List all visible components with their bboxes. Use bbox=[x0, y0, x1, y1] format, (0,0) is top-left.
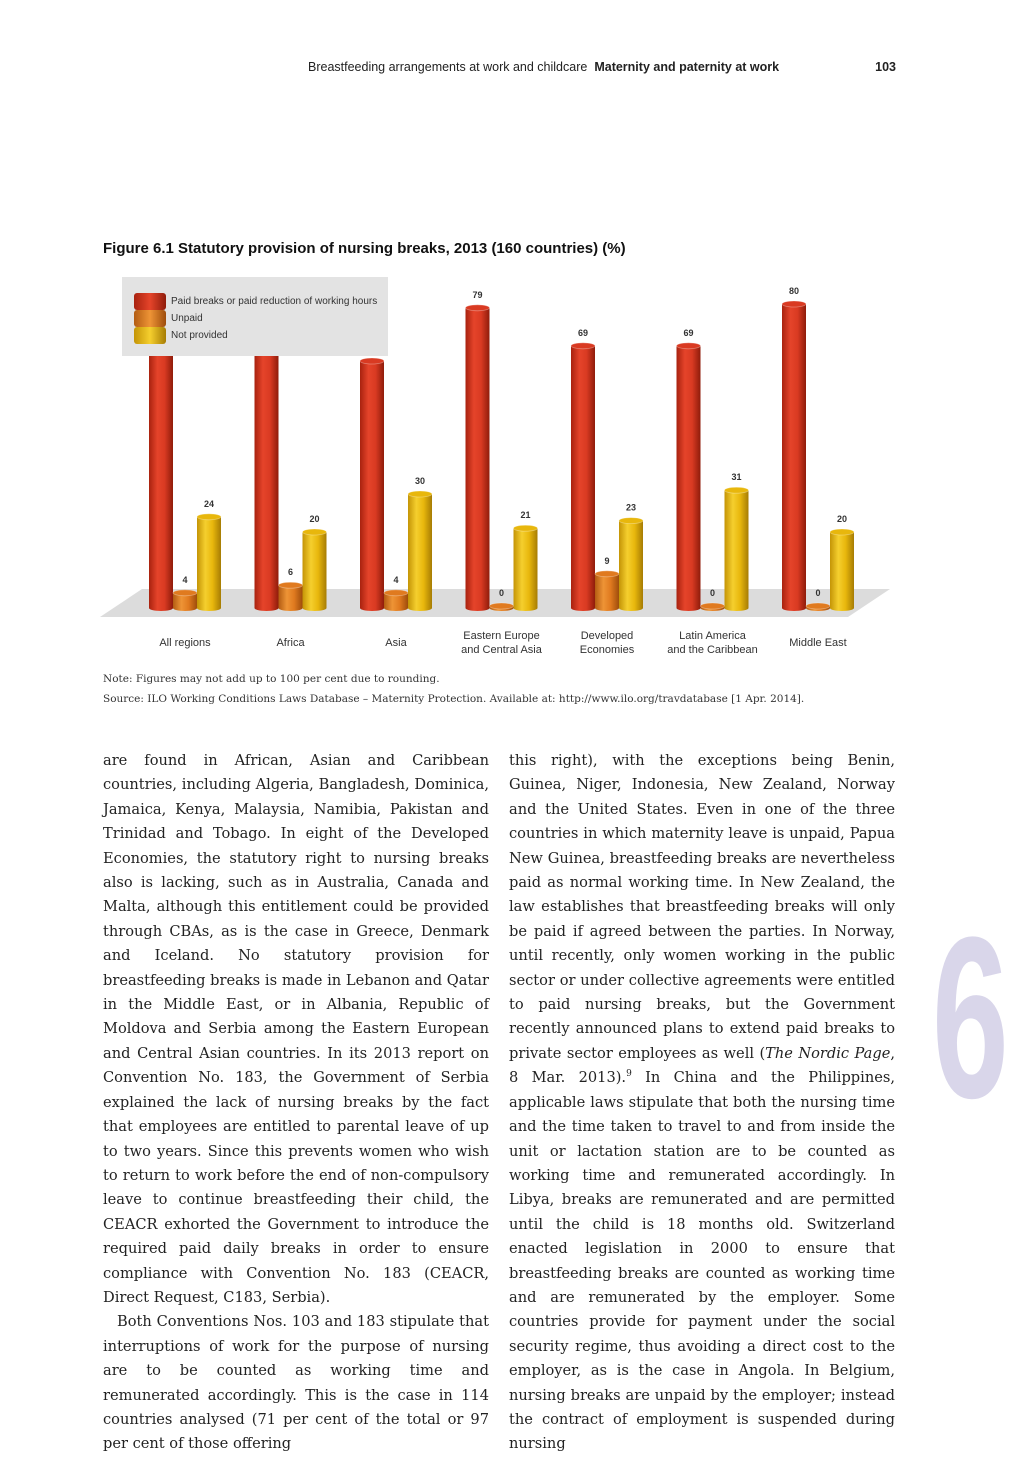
bar bbox=[279, 585, 303, 608]
body-column-left bbox=[103, 749, 489, 1457]
bar-cap bbox=[279, 582, 303, 588]
bar-cap bbox=[466, 305, 490, 311]
bar-base bbox=[466, 605, 490, 611]
category-label bbox=[789, 637, 846, 649]
category-label-line: Africa bbox=[276, 637, 305, 649]
bar-value-label: 80 bbox=[788, 286, 800, 296]
text-run: In China and the Philippines, applicable laws stipulate that both the nursing time and the time taken to travel to and from inside the unit or lactation station are to be counted as working time and remunerated accordingly. In Libya, breaks are remunerated and are permitted until the child is 18 months old. Switzerland enacted legislation in 2000 to ensure that breastfeeding breaks are counted as working time and are remunerated by the employer. Some countries provide for payment under the social security regime, thus avoiding a direct cost to the employer, as is the case in Angola. In Belgium, nursing breaks are unpaid by the employer; instead the contract of employment is suspended during nursing bbox=[509, 1069, 895, 1453]
bar-cap bbox=[303, 529, 327, 535]
bar-value-label: 9 bbox=[604, 555, 610, 566]
bar bbox=[149, 338, 173, 608]
bar-base bbox=[830, 605, 854, 611]
bar bbox=[197, 517, 221, 608]
page-number: 103 bbox=[875, 60, 896, 74]
category-label bbox=[580, 630, 635, 656]
category-label bbox=[276, 637, 305, 649]
legend-item-paid bbox=[134, 293, 377, 310]
bar bbox=[619, 521, 643, 608]
category-label-line: Latin America bbox=[679, 630, 746, 642]
bar bbox=[408, 494, 432, 608]
bar-value-label: 4 bbox=[393, 574, 399, 585]
bar-base bbox=[514, 605, 538, 611]
category-labels-group bbox=[159, 630, 846, 656]
bar bbox=[725, 490, 749, 608]
category-label-line: Developed bbox=[580, 630, 634, 642]
category-label-line: All regions bbox=[159, 637, 211, 649]
bar-base bbox=[619, 605, 643, 611]
figure-title-text: Statutory provision of nursing breaks, 2013 (160 countries) (%) bbox=[178, 240, 626, 257]
bar bbox=[571, 346, 595, 608]
bar bbox=[360, 361, 384, 608]
figure-note: Note: Figures may not add up to 100 per cent due to rounding. bbox=[103, 673, 440, 685]
footnote-ref: 9 bbox=[626, 1069, 632, 1080]
category-label-line: Economies bbox=[579, 644, 635, 656]
bar-base bbox=[197, 605, 221, 611]
bar-cap bbox=[701, 603, 725, 609]
legend-label-paid: Paid breaks or paid reduction of working hours bbox=[171, 296, 378, 307]
category-label bbox=[461, 630, 543, 656]
bar-value-label: 20 bbox=[836, 514, 848, 524]
legend-label-not-provided: Not provided bbox=[171, 330, 228, 341]
publication-title: The Nordic Page bbox=[765, 1044, 891, 1062]
paragraph: are found in African, Asian and Caribbean countries, including Algeria, Bangladesh, Dominica, Jamaica, Kenya, Malaysia, Namibia, Pakistan and Trinidad and Tobago. In eight of the Developed Economies, the statutory right to nursing breaks also is lacking, such as in Australia, Canada and Malta, although this entitlement could be provided through CBAs, as is the case in Greece, Denmark and Iceland. No statutory provision for breastfeeding breaks is made in Lebanon and Qatar in the Middle East, or in Albania, Republic of Moldova and Serbia among the Eastern European and Central Asian countries. In its 2013 report on Convention No. 183, the Government of Serbia explained the lack of nursing breaks by the fact that employees are entitled to parental leave of up to two years. Since this prevents women who wish to return to work before the end of non-compulsory leave to continue breastfeeding their child, the CEACR exhorted the Government to introduce the required paid daily breaks in order to ensure compliance with Convention No. 183 (CEACR, Direct Request, C183, Serbia). bbox=[103, 752, 489, 1306]
bar-value-label: 30 bbox=[414, 476, 426, 486]
bar-base bbox=[782, 605, 806, 611]
bar-cap bbox=[197, 514, 221, 520]
paragraph: Both Conventions Nos. 103 and 183 stipulate that interruptions of work for the purpose of nursing are to be counted as working time and remunerated accordingly. This is the case in 114 countries analysed (71 per cent of the total or 97 per cent of those offering bbox=[103, 1313, 489, 1453]
body-column-right bbox=[509, 749, 895, 1457]
bar-cap bbox=[595, 571, 619, 577]
chapter-number-tab: 6 bbox=[932, 889, 1009, 1146]
bar bbox=[466, 308, 490, 608]
text-run: this right), with the exceptions being Benin, Guinea, Niger, Indonesia, New Zealand, Norway and the United States. Even in one of the three countries in which maternity leave is unpaid, Papua New Guinea, breastfeeding breaks are nevertheless paid as normal working time. In New Zealand, the law establishes that breastfeeding breaks will only be paid if agreed between the parties. In Norway, until recently, only women working in the public sector or under collective agreements were entitled to paid nursing breaks, but the Government recently announced plans to extend paid breaks to private sector employees as well ( bbox=[509, 752, 895, 1062]
bar-cap bbox=[725, 487, 749, 493]
bar-cap bbox=[408, 491, 432, 497]
bar-value-label: 0 bbox=[709, 588, 716, 598]
bar-cap bbox=[677, 343, 701, 349]
bar-value-label: 69 bbox=[577, 327, 589, 338]
chart-legend bbox=[122, 277, 388, 356]
bar bbox=[677, 346, 701, 608]
bar-cap bbox=[384, 590, 408, 596]
legend-item-not-provided bbox=[134, 327, 228, 344]
bar-cap bbox=[830, 529, 854, 535]
bar bbox=[255, 331, 279, 608]
bar-base bbox=[677, 605, 701, 611]
figure-source: Source: ILO Working Conditions Laws Database – Maternity Protection. Available at: http://www.ilo.org/travdatabase [1 Apr. 2014]. bbox=[103, 693, 805, 705]
bar-base bbox=[571, 605, 595, 611]
category-label-line: and Central Asia bbox=[461, 644, 542, 656]
bar-cap bbox=[173, 590, 197, 596]
figure-label: Figure 6.1 bbox=[103, 240, 174, 257]
category-label bbox=[667, 630, 758, 656]
category-label-line: Eastern Europe bbox=[463, 630, 540, 642]
bar bbox=[303, 532, 327, 608]
bar-base bbox=[408, 605, 432, 611]
bar-cap bbox=[571, 343, 595, 349]
running-header bbox=[308, 60, 896, 74]
category-label bbox=[159, 637, 211, 649]
section-title: Maternity and paternity at work bbox=[594, 60, 780, 74]
bar-base bbox=[384, 605, 408, 611]
legend-swatch-unpaid bbox=[134, 310, 166, 327]
bar-cap bbox=[619, 518, 643, 524]
bar bbox=[830, 532, 854, 608]
bar-value-label: 0 bbox=[498, 588, 505, 598]
bar-cap bbox=[360, 358, 384, 364]
bar-cap bbox=[514, 525, 538, 531]
text-run: , 8 Mar. 2013). bbox=[509, 1044, 895, 1087]
bar-value-label: 6 bbox=[287, 567, 294, 578]
bar-cap bbox=[490, 603, 514, 609]
bar-value-label: 31 bbox=[731, 472, 742, 483]
category-label-line: Middle East bbox=[789, 637, 847, 649]
bar-value-label: 23 bbox=[625, 502, 637, 513]
legend-swatch-not-provided bbox=[134, 327, 166, 344]
bar-cap bbox=[782, 301, 806, 307]
bar-base bbox=[595, 605, 619, 611]
bar bbox=[514, 528, 538, 608]
bar-value-label: 21 bbox=[520, 510, 531, 521]
bar-value-label: 0 bbox=[815, 588, 821, 598]
bar-value-label: 20 bbox=[309, 514, 320, 524]
category-label-line: and the Caribbean bbox=[667, 644, 758, 656]
category-label-line: Asia bbox=[385, 637, 407, 649]
bar-cap bbox=[806, 603, 830, 609]
bar-value-label: 4 bbox=[182, 574, 188, 585]
bar bbox=[595, 574, 619, 608]
paragraph bbox=[509, 749, 895, 1457]
bar-value-label: 79 bbox=[472, 289, 483, 300]
bar-base bbox=[725, 605, 749, 611]
legend-label-unpaid: Unpaid bbox=[171, 313, 203, 324]
legend-swatch-paid bbox=[134, 293, 166, 310]
bar-base bbox=[360, 605, 384, 611]
bar-base bbox=[149, 605, 173, 611]
bar-base bbox=[173, 605, 197, 611]
bar bbox=[782, 304, 806, 608]
bar-base bbox=[279, 605, 303, 611]
running-title: Breastfeeding arrangements at work and childcare bbox=[308, 60, 588, 74]
bar-base bbox=[303, 605, 327, 611]
figure-title bbox=[103, 240, 903, 257]
legend-item-unpaid bbox=[134, 310, 203, 327]
category-label bbox=[385, 637, 407, 649]
bar-base bbox=[255, 605, 279, 611]
bar-value-label: 69 bbox=[683, 327, 694, 338]
bar-value-label: 24 bbox=[203, 498, 215, 509]
